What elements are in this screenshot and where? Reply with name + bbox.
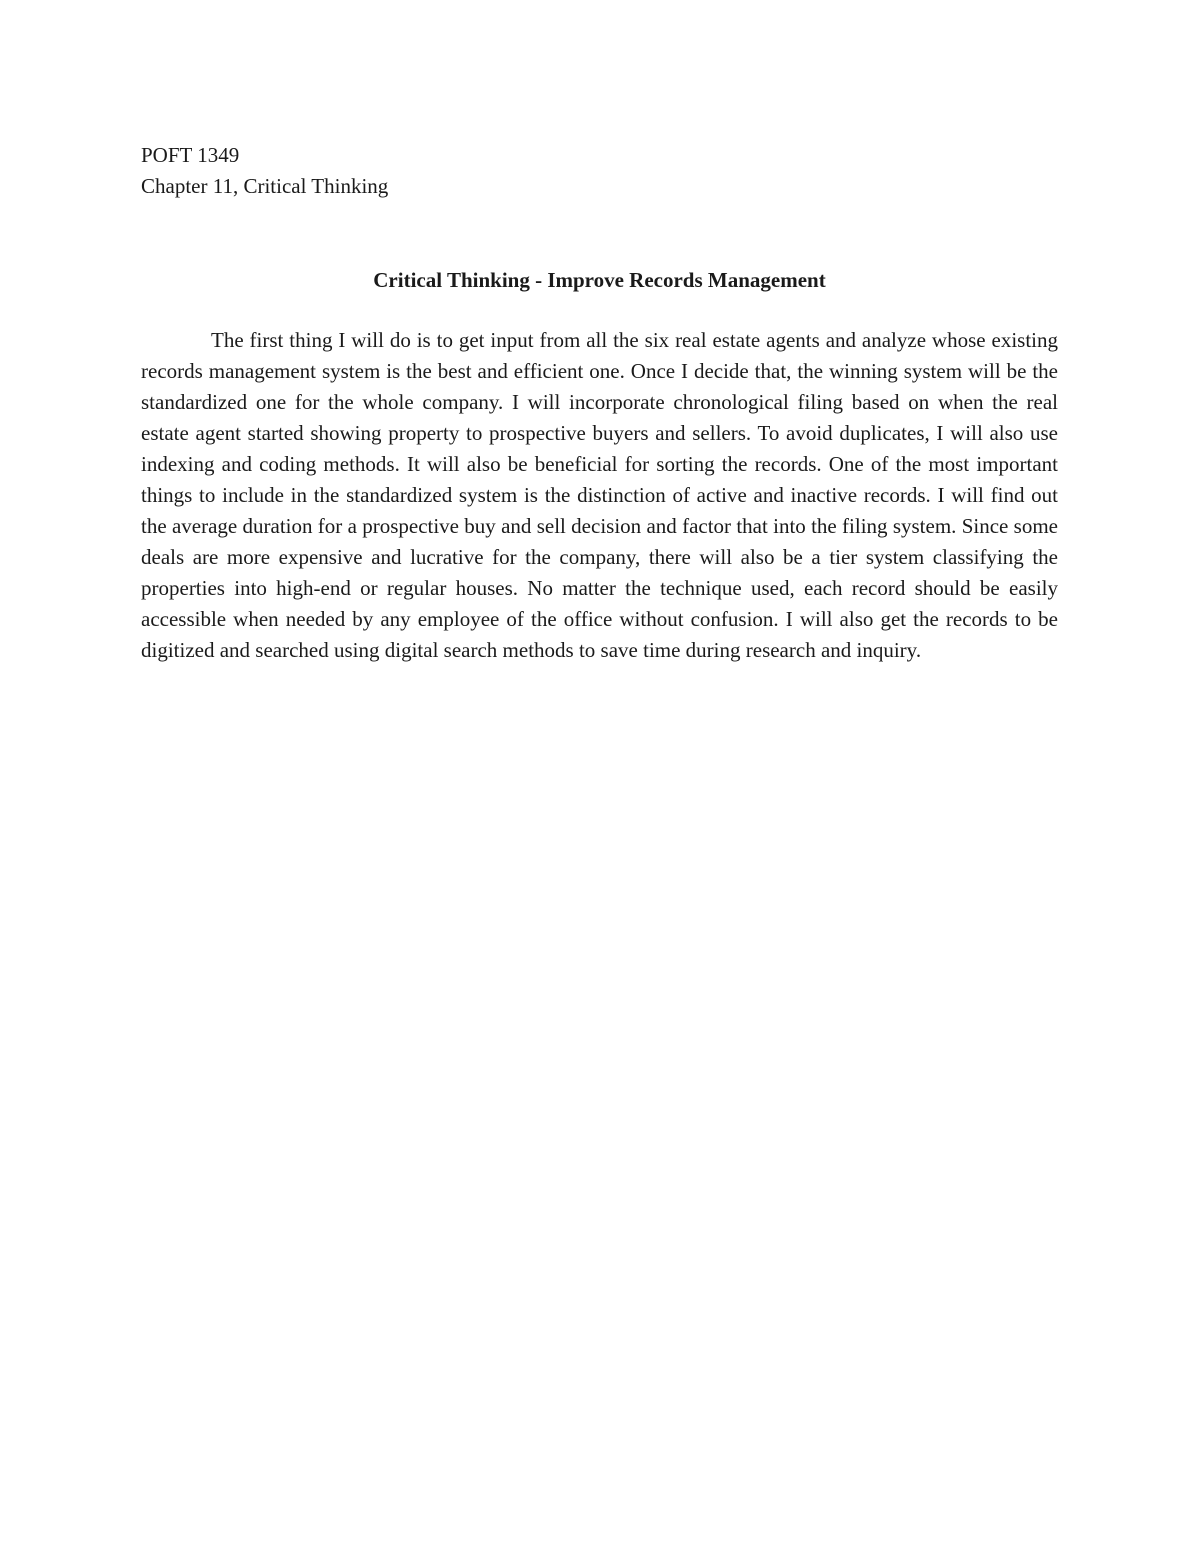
document-title: Critical Thinking - Improve Records Management	[373, 268, 826, 292]
course-code: POFT 1349	[141, 143, 240, 167]
body-paragraph: The first thing I will do is to get input from all the six real estate agents and analyze whose existing records management system is the best and efficient one. Once I decide that, the winning system will be the standardized one for the whole company. I will incorporate chronological filing based on when the real estate agent started showing property to prospective buyers and sellers. To avoid duplicates, I will also use indexing and coding methods. It will also be beneficial for sorting the records. One of the most important things to include in the standardized system is the distinction of active and inactive records. I will find out the average duration for a prospective buy and sell decision and factor that into the filing system. Since some deals are more expensive and lucrative for the company, there will also be a tier system classifying the properties into high-end or regular houses. No matter the technique used, each record should be easily accessible when needed by any employee of the office without confusion. I will also get the records to be digitized and searched using digital search methods to save time during research and inquiry.	[141, 328, 1058, 662]
assignment-name: Chapter 11, Critical Thinking	[141, 174, 389, 198]
document-content	[141, 140, 1058, 666]
